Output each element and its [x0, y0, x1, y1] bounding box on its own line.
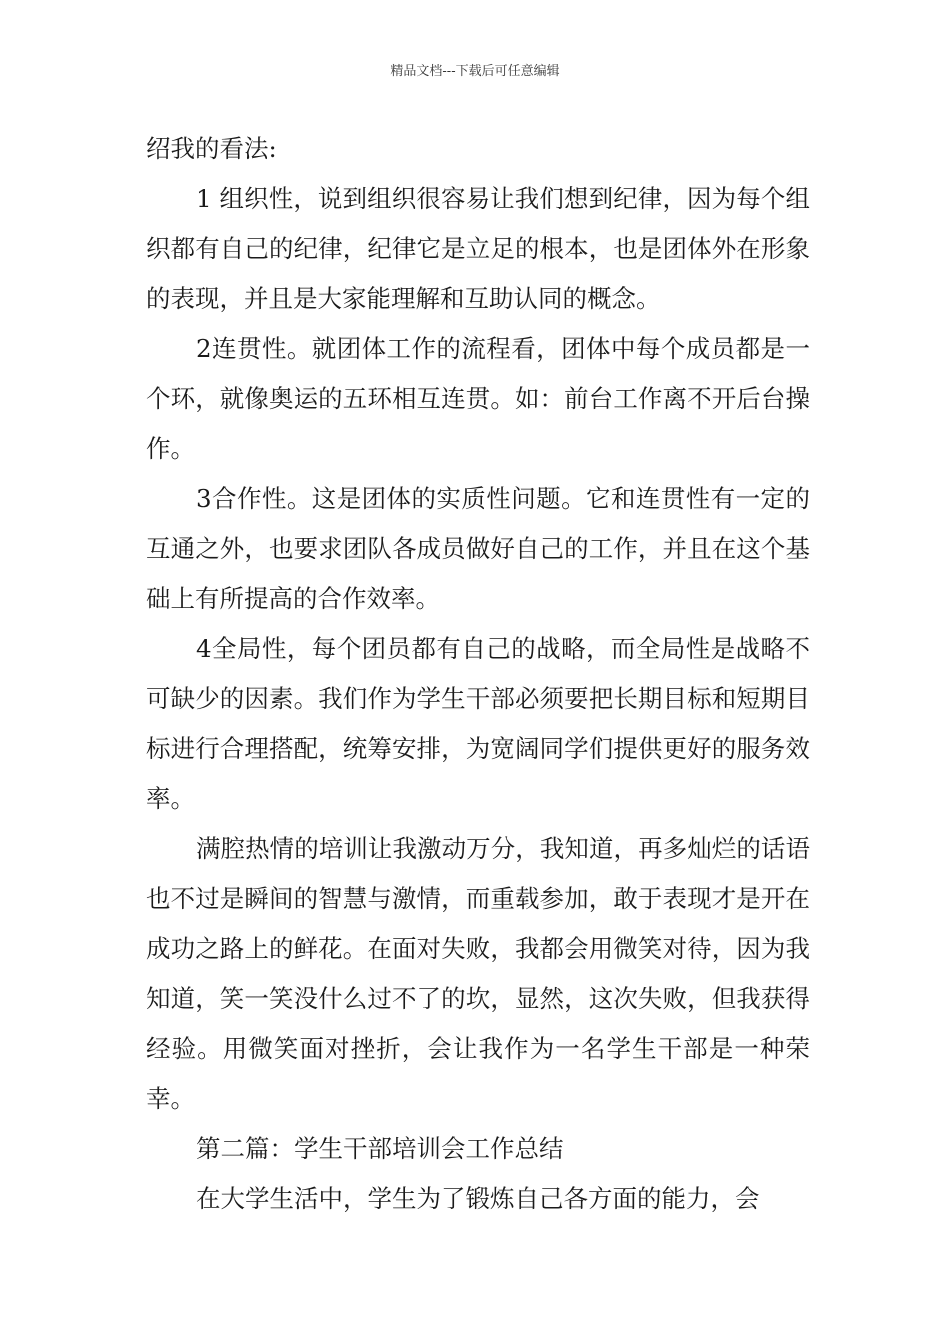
paragraph-3: 2连贯性。就团体工作的流程看，团体中每个成员都是一个环，就像奥运的五环相互连贯。如：前台工作离不开后台操作。: [146, 334, 810, 463]
section-heading: 第二篇：学生干部培训会工作总结: [196, 1134, 564, 1163]
paragraph-6: 满腔热情的培训让我激动万分，我知道，再多灿烂的话语也不过是瞬间的智慧与激情，而重载参加，敢于表现才是开在成功之路上的鲜花。在面对失败，我都会用微笑对待，因为我知道，笑一笑没什么过不了的坎，显然，这次失败，但我获得经验。用微笑面对挫折，会让我作为一名学生干部是一种荣幸。: [146, 834, 810, 1113]
paragraph-1: 绍我的看法:: [146, 134, 277, 163]
paragraph-5: 4全局性，每个团员都有自己的战略，而全局性是战略不可缺少的因素。我们作为学生干部必须要把长期目标和短期目标进行合理搭配，统筹安排，为宽阔同学们提供更好的服务效率。: [146, 634, 810, 813]
paragraph-4: 3合作性。这是团体的实质性问题。它和连贯性有一定的互通之外，也要求团队各成员做好自己的工作，并且在这个基础上有所提高的合作效率。: [146, 484, 810, 613]
paragraph-7: 在大学生活中，学生为了锻炼自己各方面的能力，会: [196, 1184, 760, 1213]
page-header: 精品文档---下载后可任意编辑: [390, 64, 560, 79]
paragraph-2: 1 组织性，说到组织很容易让我们想到纪律，因为每个组织都有自己的纪律，纪律它是立足的根本，也是团体外在形象的表现，并且是大家能理解和互助认同的概念。: [146, 184, 810, 313]
document-body: [146, 124, 810, 1224]
